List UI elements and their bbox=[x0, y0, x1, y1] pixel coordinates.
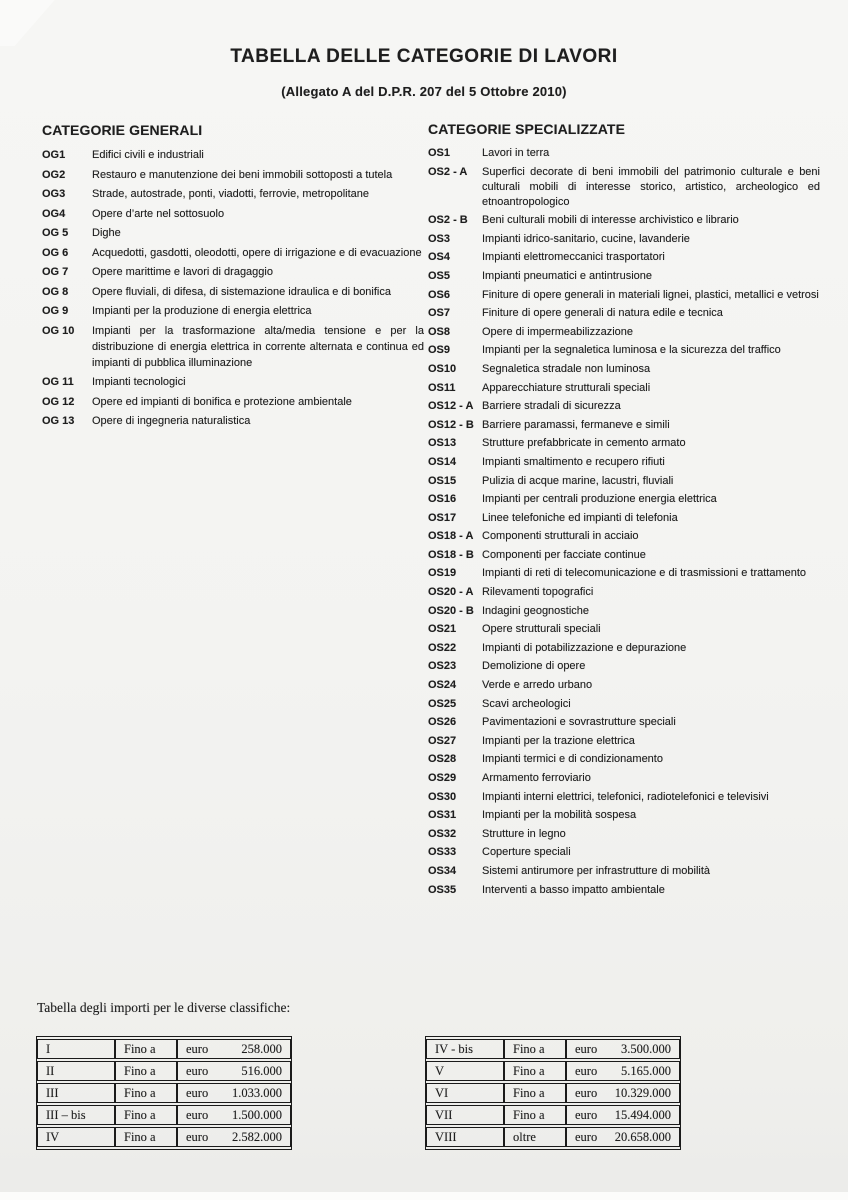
category-description: Restauro e manutenzione dei beni immobili sottoposti a tutela bbox=[92, 168, 393, 181]
valuta-label: euro bbox=[186, 1041, 209, 1056]
category-description: Opere d’arte nel sottosuolo bbox=[92, 207, 225, 220]
category-description: Opere marittime e lavori di dragaggio bbox=[92, 266, 273, 278]
category-description: Impianti termici e di condizionamento bbox=[482, 753, 663, 766]
importo-wrap bbox=[186, 1042, 282, 1057]
category-row bbox=[428, 641, 820, 656]
category-code: OS2 - B bbox=[428, 214, 468, 227]
category-row bbox=[428, 492, 820, 507]
category-row bbox=[428, 752, 820, 767]
category-row bbox=[428, 288, 820, 303]
importo-wrap bbox=[575, 1130, 671, 1145]
category-row bbox=[428, 250, 820, 265]
category-description: Interventi a basso impatto ambientale bbox=[482, 883, 665, 896]
condizione-cell: Fino a bbox=[504, 1105, 566, 1125]
category-row bbox=[428, 381, 820, 396]
classifica-cell: III bbox=[37, 1083, 115, 1103]
importo-cell bbox=[566, 1083, 680, 1103]
category-description: Opere ed impianti di bonifica e protezione ambientale bbox=[92, 395, 352, 408]
valuta-label: euro bbox=[575, 1063, 598, 1078]
importo-wrap bbox=[186, 1108, 282, 1123]
importo-wrap bbox=[575, 1108, 671, 1123]
category-row bbox=[42, 186, 424, 202]
importo-value: 20.658.000 bbox=[614, 1129, 671, 1144]
category-description: Coperture speciali bbox=[482, 846, 571, 859]
importo-cell bbox=[177, 1039, 291, 1059]
category-row bbox=[42, 245, 424, 261]
category-row bbox=[428, 585, 820, 600]
valuta-label: euro bbox=[575, 1041, 598, 1056]
category-description: Impianti di reti di telecomunicazione e di trasmissioni e trattamento bbox=[482, 567, 807, 580]
category-description: Superfici decorate di beni immobili del patrimonio culturale e beni culturali mobili di interesse storico, artistico, archeologico ed etnoantropologico bbox=[482, 165, 820, 208]
importo-wrap bbox=[186, 1064, 282, 1079]
category-code: OS11 bbox=[428, 381, 456, 394]
condizione-cell: Fino a bbox=[115, 1127, 177, 1147]
category-code: OS34 bbox=[428, 864, 457, 877]
category-code: OS13 bbox=[428, 437, 457, 450]
category-code: OS28 bbox=[428, 753, 457, 766]
category-code: OG2 bbox=[42, 168, 66, 181]
category-row bbox=[428, 436, 820, 451]
category-description: Beni culturali mobili di interesse archivistico e librario bbox=[482, 214, 739, 227]
classifica-row bbox=[426, 1127, 680, 1147]
importo-cell bbox=[177, 1105, 291, 1125]
category-description: Impianti per la mobilità sospesa bbox=[482, 809, 637, 822]
condizione-cell: Fino a bbox=[115, 1061, 177, 1081]
valuta-label: euro bbox=[186, 1085, 209, 1100]
importo-cell bbox=[566, 1105, 680, 1125]
classifiche-table-left bbox=[36, 1036, 292, 1150]
category-row bbox=[42, 413, 424, 429]
category-row bbox=[428, 399, 820, 414]
category-description: Sistemi antirumore per infrastrutture di mobilità bbox=[482, 864, 711, 877]
category-description: Finiture di opere generali di natura edile e tecnica bbox=[482, 307, 723, 320]
condizione-cell: Fino a bbox=[504, 1061, 566, 1081]
category-description: Impianti smaltimento e recupero rifiuti bbox=[482, 455, 665, 468]
category-code: OS21 bbox=[428, 623, 457, 636]
importo-cell bbox=[177, 1061, 291, 1081]
classifiche-table-right-body bbox=[426, 1039, 680, 1147]
category-row bbox=[428, 548, 820, 563]
classifica-row bbox=[37, 1061, 291, 1081]
category-code: OS23 bbox=[428, 660, 457, 673]
category-code: OS27 bbox=[428, 734, 457, 747]
classifica-cell: II bbox=[37, 1061, 115, 1081]
category-row bbox=[428, 678, 820, 693]
category-code: OS6 bbox=[428, 288, 451, 301]
importo-value: 258.000 bbox=[241, 1041, 282, 1056]
importo-value: 516.000 bbox=[241, 1063, 282, 1078]
condizione-cell: Fino a bbox=[504, 1039, 566, 1059]
category-row bbox=[428, 165, 820, 210]
category-row bbox=[428, 511, 820, 526]
category-description: Impianti per la trazione elettrica bbox=[482, 734, 635, 747]
category-description: Acquedotti, gasdotti, oleodotti, opere di irrigazione e di evacuazione bbox=[92, 246, 422, 259]
category-description: Rilevamenti topografici bbox=[482, 586, 594, 599]
categorie-generali-section bbox=[42, 122, 424, 433]
category-code: OS26 bbox=[428, 716, 457, 729]
condizione-cell: Fino a bbox=[504, 1083, 566, 1103]
category-code: OG 6 bbox=[42, 246, 69, 259]
category-row bbox=[428, 790, 820, 805]
importo-cell bbox=[566, 1039, 680, 1059]
category-description: Impianti interni elettrici, telefonici, radiotelefonici e televisivi bbox=[482, 790, 769, 803]
category-row bbox=[428, 883, 820, 898]
category-row bbox=[428, 343, 820, 358]
category-description: Opere di impermeabilizzazione bbox=[482, 325, 634, 338]
classifica-cell: VII bbox=[426, 1105, 504, 1125]
importo-value: 1.033.000 bbox=[232, 1085, 282, 1100]
category-description: Indagini geognostiche bbox=[482, 604, 590, 617]
classifica-row bbox=[426, 1083, 680, 1103]
category-description: Impianti per la segnaletica luminosa e la sicurezza del traffico bbox=[482, 344, 781, 357]
category-code: OS1 bbox=[428, 147, 451, 159]
category-row bbox=[42, 303, 424, 319]
category-code: OS16 bbox=[428, 493, 457, 506]
importo-value: 1.500.000 bbox=[232, 1107, 282, 1122]
importo-wrap bbox=[575, 1086, 671, 1101]
importo-wrap bbox=[575, 1064, 671, 1079]
category-description: Opere strutturali speciali bbox=[482, 623, 601, 636]
category-description: Barriere stradali di sicurezza bbox=[482, 400, 621, 413]
categorie-generali-header: CATEGORIE GENERALI bbox=[42, 122, 203, 138]
category-row bbox=[428, 529, 820, 544]
category-code: OS7 bbox=[428, 307, 451, 320]
category-code: OS30 bbox=[428, 790, 457, 803]
classifica-row bbox=[37, 1039, 291, 1059]
category-row bbox=[428, 418, 820, 433]
category-code: OG 12 bbox=[42, 395, 75, 408]
document-title: TABELLA DELLE CATEGORIE DI LAVORI bbox=[230, 46, 618, 67]
category-row bbox=[428, 659, 820, 674]
classifica-row bbox=[426, 1039, 680, 1059]
category-code: OS18 - B bbox=[428, 548, 474, 561]
category-description: Barriere paramassi, fermaneve e simili bbox=[482, 418, 670, 431]
category-code: OS15 bbox=[428, 474, 457, 487]
category-row bbox=[428, 808, 820, 823]
category-code: OG 9 bbox=[42, 305, 69, 317]
category-row bbox=[428, 604, 820, 619]
importo-value: 3.500.000 bbox=[621, 1041, 671, 1056]
category-row bbox=[42, 264, 424, 280]
importo-cell bbox=[566, 1061, 680, 1081]
category-description: Impianti di potabilizzazione e depurazione bbox=[482, 641, 687, 654]
category-code: OS5 bbox=[428, 269, 451, 282]
condizione-cell: Fino a bbox=[115, 1105, 177, 1125]
category-row bbox=[428, 269, 820, 284]
category-description: Impianti per centrali produzione energia elettrica bbox=[482, 493, 717, 506]
category-code: OS3 bbox=[428, 232, 451, 245]
category-description: Impianti pneumatici e antintrusione bbox=[482, 269, 652, 282]
category-code: OG 10 bbox=[42, 324, 75, 337]
category-row bbox=[428, 474, 820, 489]
document-subtitle: (Allegato A del D.P.R. 207 del 5 Ottobre 2010) bbox=[281, 84, 567, 99]
category-description: Impianti per la trasformazione alta/media tensione e per la distribuzione di energia elettrica in corrente alternata e continua ed impianti di pubblica illuminazione bbox=[92, 324, 424, 369]
condizione-cell: Fino a bbox=[115, 1083, 177, 1103]
category-row bbox=[428, 232, 820, 247]
category-code: OG 8 bbox=[42, 285, 69, 298]
importo-value: 10.329.000 bbox=[614, 1085, 671, 1100]
importi-caption: Tabella degli importi per le diverse classifiche: bbox=[37, 1000, 291, 1015]
category-code: OG 5 bbox=[42, 227, 69, 239]
category-code: OS22 bbox=[428, 641, 457, 654]
importo-cell bbox=[177, 1127, 291, 1147]
category-code: OS20 - A bbox=[428, 586, 474, 599]
categorie-generali-list bbox=[42, 147, 424, 429]
category-code: OS19 bbox=[428, 567, 457, 580]
category-code: OS12 - A bbox=[428, 400, 474, 413]
category-description: Verde e arredo urbano bbox=[482, 679, 593, 692]
importo-value: 15.494.000 bbox=[614, 1107, 671, 1122]
importo-wrap bbox=[575, 1042, 671, 1057]
category-code: OG 11 bbox=[42, 376, 74, 388]
classifica-row bbox=[426, 1105, 680, 1125]
valuta-label: euro bbox=[575, 1085, 598, 1100]
category-description: Demolizione di opere bbox=[482, 660, 586, 673]
classifica-cell: I bbox=[37, 1039, 115, 1059]
category-description: Impianti per la produzione di energia elettrica bbox=[92, 305, 312, 317]
category-description: Impianti idrico-sanitario, cucine, lavanderie bbox=[482, 232, 690, 245]
importo-wrap bbox=[186, 1086, 282, 1101]
category-row bbox=[428, 622, 820, 637]
category-row bbox=[428, 734, 820, 749]
category-row bbox=[428, 771, 820, 786]
category-code: OS24 bbox=[428, 679, 457, 692]
category-description: Opere di ingegneria naturalistica bbox=[92, 415, 251, 427]
scan-bottom-edge bbox=[0, 1192, 848, 1200]
classifica-cell: VIII bbox=[426, 1127, 504, 1147]
importo-cell bbox=[177, 1083, 291, 1103]
category-code: OS17 bbox=[428, 511, 457, 524]
category-code: OS29 bbox=[428, 772, 457, 784]
category-code: OS2 - A bbox=[428, 165, 468, 178]
category-code: OG1 bbox=[42, 149, 66, 161]
condizione-cell: oltre bbox=[504, 1127, 566, 1147]
category-description: Componenti per facciate continue bbox=[482, 548, 646, 561]
category-row bbox=[42, 206, 424, 222]
classifiche-table-left-body bbox=[37, 1039, 291, 1147]
category-code: OS32 bbox=[428, 827, 457, 840]
category-code: OS14 bbox=[428, 455, 457, 468]
category-row bbox=[42, 167, 424, 183]
category-code: OG 7 bbox=[42, 266, 69, 278]
category-row bbox=[428, 362, 820, 377]
importo-wrap bbox=[186, 1130, 282, 1145]
category-code: OS8 bbox=[428, 325, 451, 338]
categorie-specializzate-section bbox=[428, 122, 820, 901]
classifica-row bbox=[37, 1105, 291, 1125]
category-description: Opere fluviali, di difesa, di sistemazione idraulica e di bonifica bbox=[92, 285, 391, 298]
classifica-cell: IV bbox=[37, 1127, 115, 1147]
category-row bbox=[42, 374, 424, 390]
scan-corner-artifact bbox=[0, 0, 64, 46]
categorie-specializzate-header: CATEGORIE SPECIALIZZATE bbox=[428, 121, 626, 137]
category-code: OS18 - A bbox=[428, 530, 474, 543]
valuta-label: euro bbox=[186, 1129, 209, 1144]
classifica-row bbox=[37, 1127, 291, 1147]
classifica-row bbox=[426, 1061, 680, 1081]
category-description: Edifici civili e industriali bbox=[92, 149, 204, 161]
category-row bbox=[428, 306, 820, 321]
category-description: Apparecchiature strutturali speciali bbox=[482, 381, 651, 394]
category-description: Impianti elettromeccanici trasportatori bbox=[482, 251, 665, 264]
category-row bbox=[42, 225, 424, 241]
valuta-label: euro bbox=[186, 1063, 209, 1078]
category-description: Finiture di opere generali in materiali lignei, plastici, metallici e vetrosi bbox=[482, 288, 819, 301]
category-row bbox=[42, 284, 424, 300]
category-code: OS10 bbox=[428, 362, 457, 375]
classifiche-table-right bbox=[425, 1036, 681, 1150]
category-description: Strutture in legno bbox=[482, 827, 566, 840]
category-row bbox=[428, 213, 820, 228]
category-description: Componenti strutturali in acciaio bbox=[482, 530, 639, 543]
category-code: OS4 bbox=[428, 251, 451, 264]
category-description: Pulizia di acque marine, lacustri, fluviali bbox=[482, 474, 674, 487]
category-description: Dighe bbox=[92, 227, 121, 239]
category-code: OG 13 bbox=[42, 415, 75, 427]
category-description: Scavi archeologici bbox=[482, 697, 571, 710]
category-row bbox=[42, 147, 424, 163]
category-description: Armamento ferroviario bbox=[482, 772, 591, 784]
category-code: OS31 bbox=[428, 809, 457, 822]
category-row bbox=[42, 323, 424, 371]
category-description: Segnaletica stradale non luminosa bbox=[482, 362, 651, 375]
category-code: OS12 - B bbox=[428, 418, 474, 431]
category-code: OS25 bbox=[428, 697, 457, 710]
category-description: Linee telefoniche ed impianti di telefonia bbox=[482, 511, 678, 524]
valuta-label: euro bbox=[575, 1107, 598, 1122]
category-description: Strutture prefabbricate in cemento armato bbox=[482, 437, 686, 450]
category-row bbox=[428, 455, 820, 470]
category-row bbox=[428, 566, 820, 581]
classifica-row bbox=[37, 1083, 291, 1103]
category-row bbox=[428, 827, 820, 842]
category-row bbox=[428, 715, 820, 730]
categorie-specializzate-list bbox=[428, 146, 820, 898]
category-code: OG3 bbox=[42, 188, 66, 200]
category-description: Impianti tecnologici bbox=[92, 376, 186, 388]
valuta-label: euro bbox=[575, 1129, 598, 1144]
category-code: OS33 bbox=[428, 846, 457, 859]
category-row bbox=[428, 845, 820, 860]
category-description: Lavori in terra bbox=[482, 147, 550, 159]
valuta-label: euro bbox=[186, 1107, 209, 1122]
category-code: OS35 bbox=[428, 883, 457, 896]
category-code: OS20 - B bbox=[428, 604, 474, 617]
category-row bbox=[42, 394, 424, 410]
importo-value: 2.582.000 bbox=[232, 1129, 282, 1144]
importo-value: 5.165.000 bbox=[621, 1063, 671, 1078]
classifica-cell: IV - bis bbox=[426, 1039, 504, 1059]
classifica-cell: V bbox=[426, 1061, 504, 1081]
category-description: Pavimentazioni e sovrastrutture speciali bbox=[482, 716, 676, 729]
category-row bbox=[428, 697, 820, 712]
condizione-cell: Fino a bbox=[115, 1039, 177, 1059]
category-row bbox=[428, 864, 820, 879]
category-row bbox=[428, 146, 820, 161]
category-description: Strade, autostrade, ponti, viadotti, ferrovie, metropolitane bbox=[92, 188, 369, 200]
category-code: OG4 bbox=[42, 207, 66, 220]
importo-cell bbox=[566, 1127, 680, 1147]
category-row bbox=[428, 325, 820, 340]
classifica-cell: III – bis bbox=[37, 1105, 115, 1125]
classifica-cell: VI bbox=[426, 1083, 504, 1103]
category-code: OS9 bbox=[428, 344, 451, 357]
